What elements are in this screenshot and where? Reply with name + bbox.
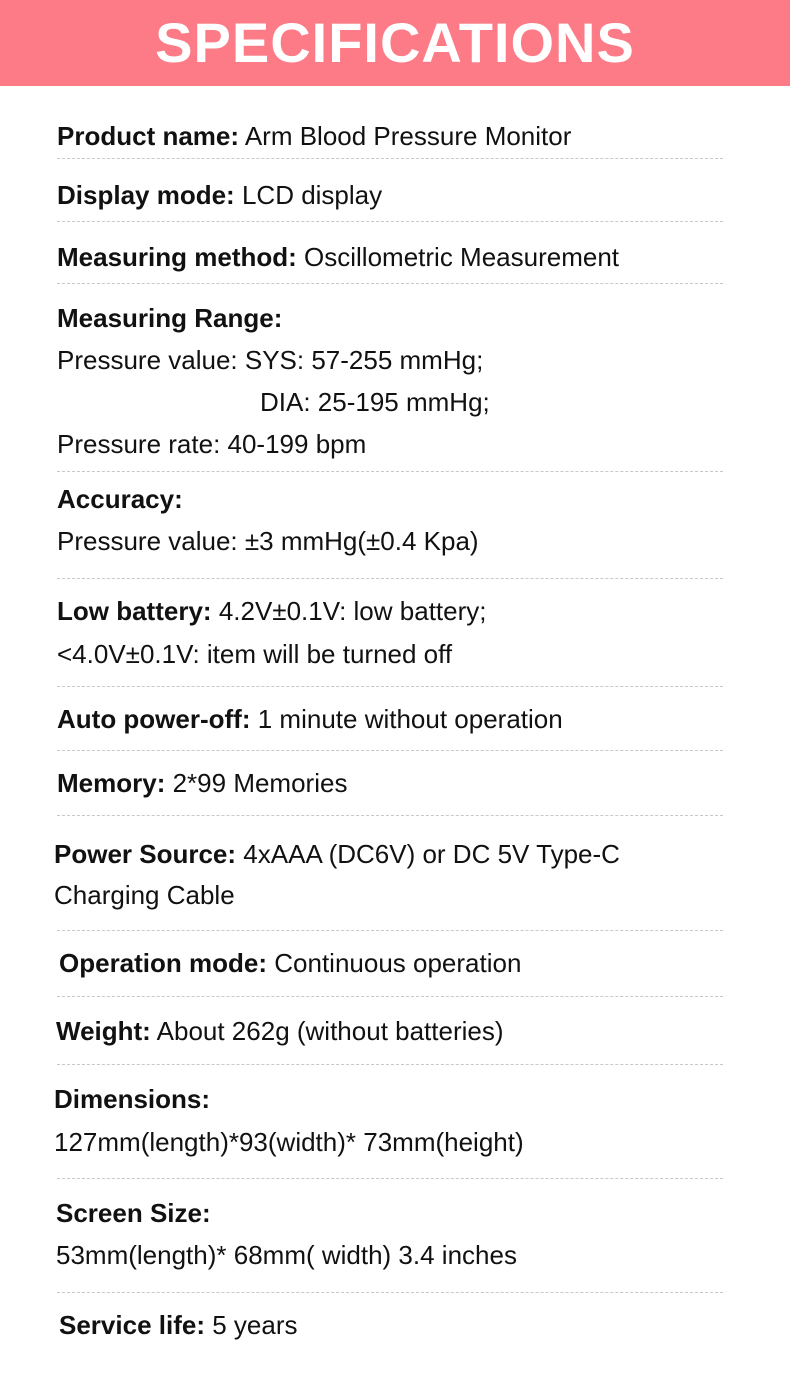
divider (57, 686, 723, 687)
spec-measuring-range-line3: Pressure rate: 40-199 bpm (57, 429, 367, 459)
divider (57, 815, 723, 816)
spec-dimensions-label: Dimensions: (54, 1084, 211, 1114)
spec-display-mode (57, 180, 382, 210)
spec-weight (56, 1016, 504, 1046)
spec-dimensions-line1: 127mm(length)*93(width)* 73mm(height) (54, 1127, 524, 1157)
specifications-header (0, 0, 790, 86)
spec-low-battery (57, 596, 486, 626)
spec-value: 5 years (212, 1310, 298, 1340)
spec-label: Display mode: (57, 180, 235, 210)
spec-value: Continuous operation (274, 948, 522, 978)
divider (57, 996, 723, 997)
spec-service-life (59, 1310, 297, 1340)
divider (57, 1178, 723, 1179)
spec-low-battery-line2: <4.0V±0.1V: item will be turned off (57, 639, 453, 669)
spec-accuracy-line1: Pressure value: ±3 mmHg(±0.4 Kpa) (57, 526, 479, 556)
spec-label: Low battery: (57, 596, 212, 626)
spec-value: Oscillometric Measurement (304, 242, 620, 272)
header-title: SPECIFICATIONS (155, 11, 635, 74)
divider (57, 471, 723, 472)
divider (57, 158, 723, 159)
spec-value: LCD display (241, 180, 383, 210)
spec-value: 4.2V±0.1V: low battery; (218, 596, 487, 626)
spec-label: Product name: (57, 121, 240, 151)
spec-value: Arm Blood Pressure Monitor (244, 121, 572, 151)
spec-label: Weight: (56, 1016, 151, 1046)
spec-measuring-range-line2: DIA: 25-195 mmHg; (260, 387, 490, 417)
divider (57, 1292, 723, 1293)
divider (57, 283, 723, 284)
divider (57, 578, 723, 579)
spec-label: Power Source: (54, 839, 237, 869)
spec-accuracy-label: Accuracy: (57, 484, 183, 514)
spec-label: Auto power-off: (57, 704, 251, 734)
spec-label: Memory: (57, 768, 166, 798)
spec-value: About 262g (without batteries) (156, 1016, 504, 1046)
spec-measuring-range-label: Measuring Range: (57, 303, 283, 333)
spec-value: 1 minute without operation (257, 704, 563, 734)
spec-operation-mode (59, 948, 521, 978)
spec-measuring-range-line1: Pressure value: SYS: 57-255 mmHg; (57, 345, 484, 375)
divider (57, 1064, 723, 1065)
spec-screen-size-line1: 53mm(length)* 68mm( width) 3.4 inches (56, 1240, 517, 1270)
spec-screen-size-label: Screen Size: (56, 1198, 211, 1228)
spec-value: 2*99 Memories (172, 768, 348, 798)
spec-measuring-method (57, 242, 619, 272)
spec-memory (57, 768, 347, 798)
spec-auto-power-off (57, 704, 563, 734)
divider (57, 930, 723, 931)
spec-label: Operation mode: (59, 948, 268, 978)
divider (57, 750, 723, 751)
spec-label: Service life: (59, 1310, 205, 1340)
spec-value: 4xAAA (DC6V) or DC 5V Type-C (243, 839, 620, 869)
divider (57, 221, 723, 222)
spec-label: Measuring method: (57, 242, 297, 272)
spec-power-source (54, 839, 620, 869)
spec-power-source-line2: Charging Cable (54, 880, 235, 910)
spec-product-name (57, 121, 571, 151)
